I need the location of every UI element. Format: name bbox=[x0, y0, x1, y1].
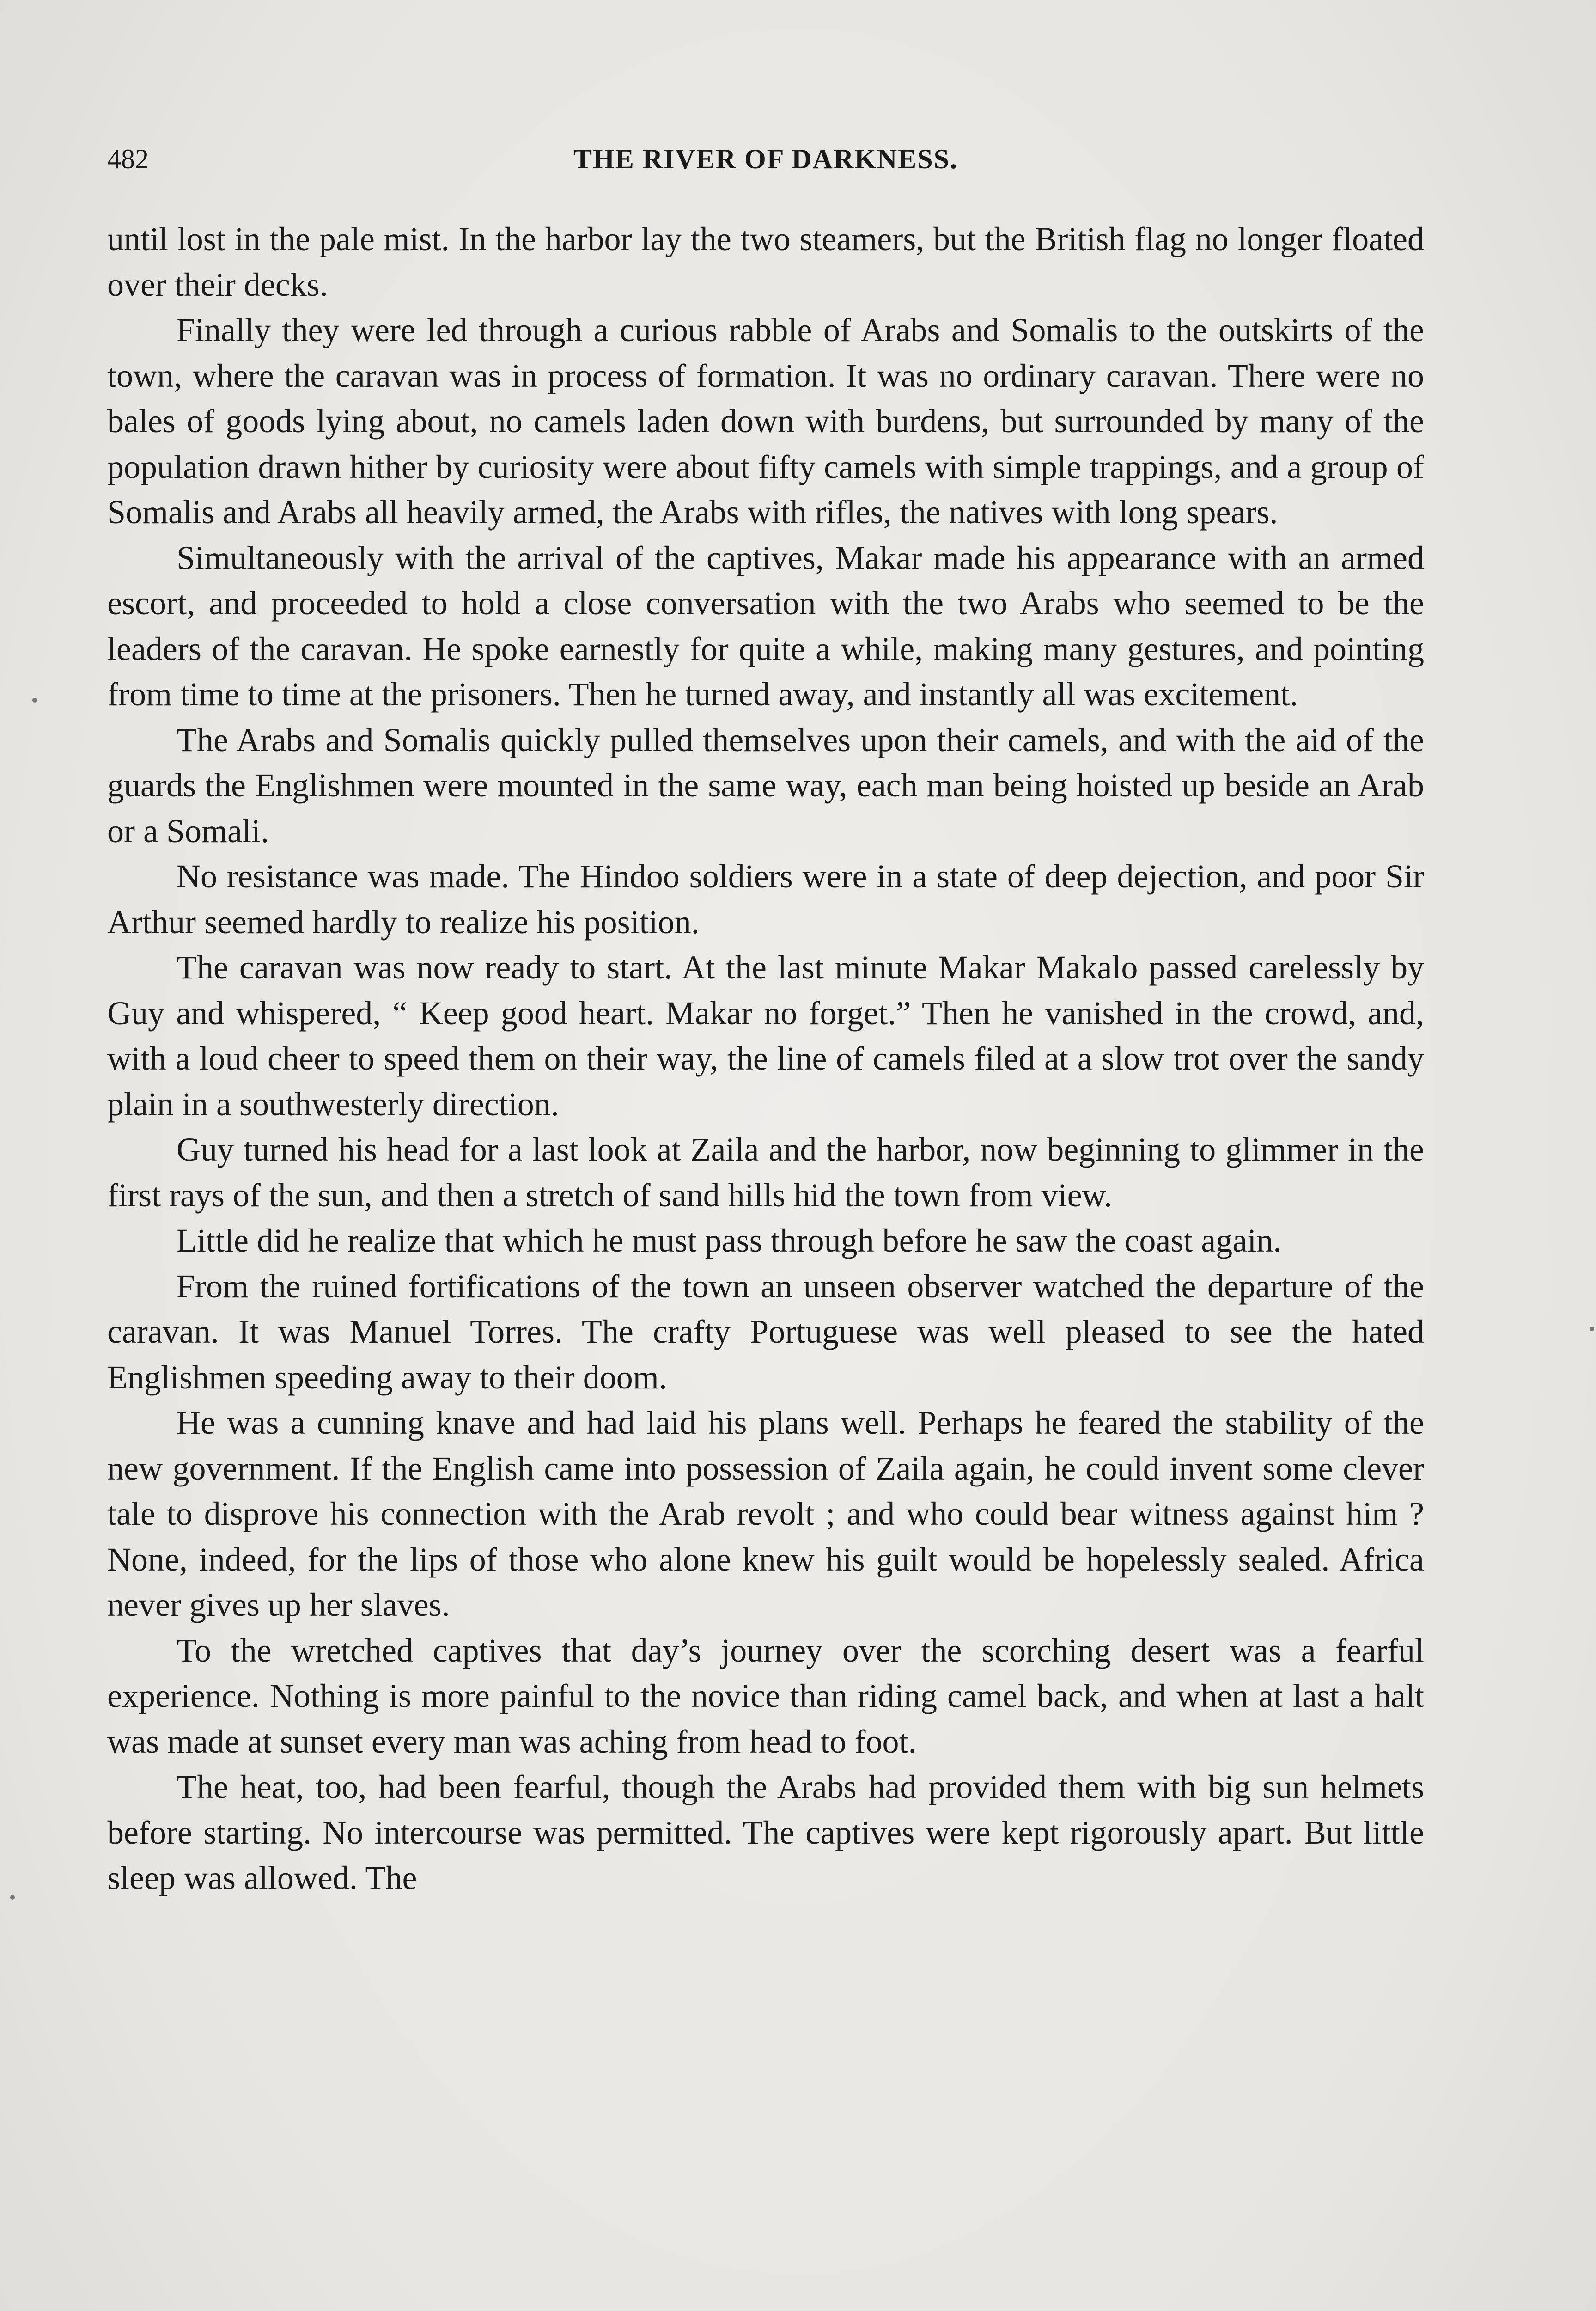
paragraph: The heat, too, had been fearful, though the Arabs had provided them with big sun helmets before starting. No intercourse was permitted. The captives were kept rigorously apart. But little sleep was allowed. The bbox=[107, 1768, 1424, 1896]
paragraph: The Arabs and Somalis quickly pulled themselves upon their camels, and with the aid of the guards the Englishmen were mounted in the same way, each man being hoisted up beside an Arab or a Somali. bbox=[107, 721, 1424, 850]
paragraph: Little did he realize that which he must pass through before he saw the coast again. bbox=[177, 1222, 1282, 1259]
page-number: 482 bbox=[107, 144, 149, 174]
paragraph: He was a cunning knave and had laid his plans well. Perhaps he feared the stability of the new government. If the English came into possession of Zaila again, he could invent some clever tale to disprove his connection with the Arab revolt ; and who could bear witness against him ? None, indeed, for the lips of those who alone knew his guilt would be hopelessly sealed. Africa never gives up her slaves. bbox=[107, 1404, 1424, 1623]
paragraph: The caravan was now ready to start. At the last minute Makar Makalo passed carelessly by Guy and whispered, “ Keep good heart. Makar no forget.” Then he vanished in the crowd, and, with a loud cheer to speed them on their way, the line of camels filed at a slow trot over the sandy plain in a southwesterly direction. bbox=[107, 949, 1424, 1123]
page-header bbox=[107, 139, 1424, 185]
paragraph: Finally they were led through a curious rabble of Arabs and Somalis to the outskirts of the town, where the caravan was in process of formation. It was no ordinary caravan. There were no bales of goods lying about, no camels laden down with burdens, but surrounded by many of the population drawn hither by curiosity were about fifty camels with simple trappings, and a group of Somalis and Arabs all heavily armed, the Arabs with rifles, the natives with long spears. bbox=[107, 312, 1424, 531]
paragraph: until lost in the pale mist. In the harbor lay the two steamers, but the British flag no longer floated over their decks. bbox=[107, 220, 1424, 303]
paragraph: Guy turned his head for a last look at Zaila and the harbor, now beginning to glimmer in the first rays of the sun, and then a stretch of sand hills hid the town from view. bbox=[107, 1131, 1424, 1214]
speck bbox=[1590, 1327, 1594, 1331]
speck bbox=[32, 698, 37, 703]
paragraph: Simultaneously with the arrival of the captives, Makar made his appearance with an armed escort, and proceeded to hold a close conversation with the two Arabs who seemed to be the leaders of the caravan. He spoke earnestly for quite a while, making many gestures, and pointing from time to time at the prisoners. Then he turned away, and instantly all was excitement. bbox=[107, 539, 1424, 713]
paragraph: From the ruined fortifications of the town an unseen observer watched the departure of the caravan. It was Manuel Torres. The crafty Portuguese was well pleased to see the hated Englishmen speeding away to their doom. bbox=[107, 1267, 1424, 1396]
paragraph: No resistance was made. The Hindoo soldiers were in a state of deep dejection, and poor Sir Arthur seemed hardly to realize his position. bbox=[107, 858, 1424, 941]
paragraph: To the wretched captives that day’s journey over the scorching desert was a fearful experience. Nothing is more painful to the novice than riding camel back, and when at last a halt was made at sunset every man was aching from head to foot. bbox=[107, 1632, 1424, 1760]
body-text bbox=[107, 216, 1424, 1901]
speck bbox=[10, 1895, 15, 1900]
running-title: THE RIVER OF DARKNESS. bbox=[573, 144, 958, 174]
